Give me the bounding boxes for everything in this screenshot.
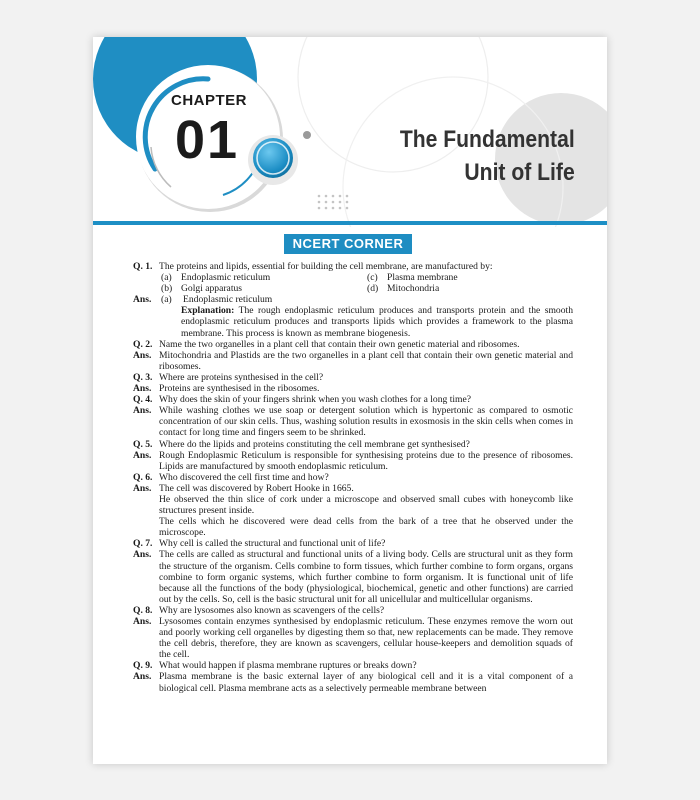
answer-label: Ans. [133,349,152,361]
answer-text: While washing clothes we use soap or detergent solution which is hypertonic as compared to osmotic concentration of our skin cells. Thus, washing solution results in exosmosis in the skin cells when comes in contact for long time and fingers seem to be shrinked. [159,405,573,439]
option-b [161,283,367,294]
answer-label: Ans. [133,405,152,417]
answer-label: Ans. [133,294,152,306]
answer-label: Ans. [133,549,152,561]
answer-text: Endoplasmic reticulum [183,294,273,306]
option-text: Mitochondria [387,283,440,295]
question-text: Name the two organelles in a plant cell that contain their own genetic material and ribosomes. [159,338,520,350]
question-4 [133,394,573,405]
question-label: Q. 2. [133,338,153,350]
answer-label: Ans. [133,449,152,461]
question-2 [133,339,573,350]
answer-9 [133,671,573,693]
answer-paragraph: The cells which he discovered were dead cells from the bark of a tree that he observed under the microscope. [159,516,573,539]
question-text: Where are proteins synthesised in the cell? [159,371,324,383]
option-a [161,272,367,283]
question-label: Q. 4. [133,394,153,406]
question-text: Who discovered the cell first time and how? [159,471,329,483]
option-text: Endoplasmic reticulum [181,272,271,284]
question-9 [133,660,573,671]
answer-text: Plasma membrane is the basic external layer of any biological cell and it is a vital component of a biological cell. Plasma membrane acts as a selectively permeable membrane between [159,671,573,694]
option-text: Plasma membrane [387,272,458,284]
options-grid [161,272,573,294]
question-6 [133,472,573,483]
question-label: Q. 1. [133,261,153,272]
answer-text: The cells are called as structural and functional units of a living body. Cells are structural unit as they form the structure of the organism. Cells combine to form tissues, which further combine to form organs, organs combine to form organic systems, which further combine to form organism. It is functional unit of life because all the functions of the body (physiological, biochemical, genetic and other functions) are carried out by the cells. So, cell is the basic structural unit for all unicellular and multicellular organisms. [159,549,573,605]
answer-2 [133,350,573,372]
answer-8 [133,616,573,660]
question-label: Q. 8. [133,604,153,616]
answer-letter: (a) [161,294,172,306]
book-page [93,37,607,764]
answer-label: Ans. [133,383,152,395]
answer-text: Proteins are synthesised in the ribosomes. [159,383,320,395]
explanation [181,305,573,338]
explanation-label: Explanation: [181,305,235,317]
section-title: NCERT CORNER [284,234,412,254]
explanation-text: The rough endoplasmic reticulum produces and transports protein and the smooth endoplasmic reticulum produces and transports lipids which provides a framework to the plasma membrane. This process is known as membrane biogenesis. [181,305,573,339]
option-letter: (d) [367,283,379,295]
question-5 [133,439,573,450]
chapter-title [400,123,575,189]
answer-text: Lysosomes contain enzymes synthesised by endoplasmic reticulum. These enzymes remove the worn out and poorly working cell organelles by digesting them so that, new replacements can be made. They remove the cell debris, therefore, they are known as scavengers, cellular house-keepers and demolition squads of the cell. [159,616,573,661]
question-label: Q. 9. [133,660,153,672]
chapter-title-line1: The Fundamental [400,126,575,153]
option-letter: (c) [367,272,378,284]
answer-label: Ans. [133,671,152,683]
question-text: The proteins and lipids, essential for building the cell membrane, are manufactured by: [159,261,493,272]
question-text: Why cell is called the structural and functional unit of life? [159,538,386,550]
question-label: Q. 5. [133,438,153,450]
question-label: Q. 6. [133,471,153,483]
answer-paragraph: The cell was discovered by Robert Hooke in 1665. [159,482,354,494]
question-text: Why does the skin of your fingers shrink when you wash clothes for a long time? [159,394,471,406]
option-d [367,283,573,294]
header-divider [93,221,607,225]
answer-6 [133,483,573,538]
question-8 [133,605,573,616]
answer-text: Mitochondria and Plastids are the two organelles in a plant cell that contain their own genetic material and ribosomes. [159,349,573,372]
answer-1 [133,294,573,338]
answer-text: Rough Endoplasmic Reticulum is responsible for synthesising proteins due to the presence of ribosomes. Lipids are manufactured by smooth endoplasmic reticulum. [159,449,573,472]
chapter-label: CHAPTER [170,92,247,109]
answer-3 [133,383,573,394]
option-letter: (a) [161,272,172,284]
question-text: What would happen if plasma membrane ruptures or breaks down? [159,660,417,672]
question-label: Q. 7. [133,538,153,550]
answer-5 [133,450,573,472]
question-text: Where do the lipids and proteins constituting the cell membrane get synthesised? [159,438,470,450]
chapter-title-line2: Unit of Life [464,159,575,186]
answer-paragraph: He observed the thin slice of cork under a microscope and observed small cubes with honeycomb like structures present inside. [159,493,573,517]
question-answer-list [133,261,573,694]
question-text: Why are lysosomes also known as scavengers of the cells? [159,604,385,616]
question-1 [133,261,573,294]
answer-label: Ans. [133,482,152,494]
chapter-number: 01 [174,110,240,170]
question-label: Q. 3. [133,371,153,383]
answer-4 [133,405,573,438]
option-c [367,272,573,283]
answer-label: Ans. [133,616,152,627]
answer-7 [133,549,573,604]
question-7 [133,538,573,549]
option-text: Golgi apparatus [181,283,243,295]
question-3 [133,372,573,383]
option-letter: (b) [161,283,173,295]
